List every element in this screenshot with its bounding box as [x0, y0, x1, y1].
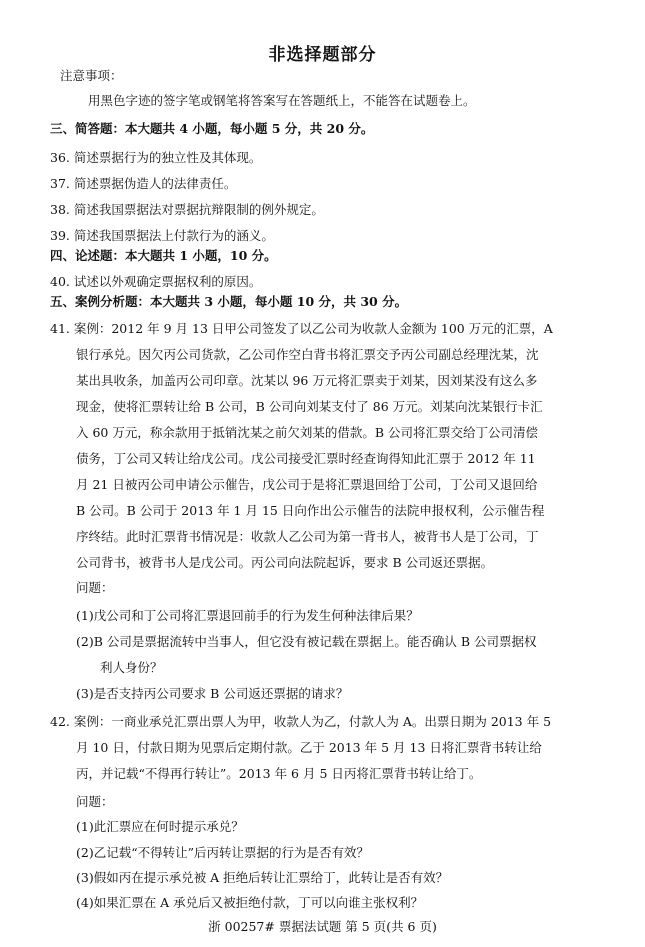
question-41-line: 银行承兑。因欠丙公司货款，乙公司作空白背书将汇票交予丙公司副总经理沈某，沈: [76, 347, 539, 362]
question-38: 38. 简述我国票据法对票据抗辩限制的例外规定。: [50, 202, 324, 217]
question-41-line: 入 60 万元，称余款用于抵销沈某之前欠刘某的借款。B 公司将汇票交给丁公司清偿: [76, 425, 539, 440]
question-41-line: 某出具收条，加盖丙公司印章。沈某以 96 万元将汇票卖于刘某，因刘某没有这么多: [76, 373, 538, 388]
question-42-sub-1: (1)此汇票应在何时提示承兑？: [76, 819, 244, 834]
question-42-sub-2: (2)乙记载“不得转让”后丙转让票据的行为是否有效？: [76, 845, 369, 860]
question-41-line: 公司背书，被背书人是戊公司。丙公司向法院起诉，要求 B 公司返还票据。: [76, 555, 494, 570]
question-42-sub-3: (3)假如丙在提示承兑被 A 拒绝后转让汇票给丁，此转让是否有效？: [76, 870, 449, 885]
question-41-line: 现金，使将汇票转让给 B 公司，B 公司向刘某支付了 86 万元。刘某向沈某银行卡汇: [76, 399, 543, 414]
question-41-label: 问题：: [76, 580, 114, 595]
section-5-heading: 五、案例分析题：本大题共 3 小题，每小题 10 分，共 30 分。: [50, 294, 408, 309]
page-title: 非选择题部分: [268, 45, 377, 65]
question-42-label: 问题：: [76, 794, 114, 809]
question-41-line: B 公司。B 公司于 2013 年 1 月 15 日向作出公示催告的法院申报权利，公示催告程: [76, 503, 545, 518]
question-41-sub-3: (3)是否支持丙公司要求 B 公司返还票据的请求？: [76, 686, 349, 701]
page-footer: 浙 00257# 票据法试题 第 5 页(共 6 页): [208, 919, 437, 934]
question-42-line: 丙，并记载“不得再行转让”。2013 年 6 月 5 日丙将汇票背书转让给丁。: [76, 766, 482, 781]
question-42-sub-4: (4)如果汇票在 A 承兑后又被拒绝付款，丁可以向谁主张权利？: [76, 895, 424, 910]
question-41-line: 41. 案例：2012 年 9 月 13 日甲公司签发了以乙公司为收款人金额为 100 万元的汇票，A: [50, 321, 553, 336]
question-39: 39. 简述我国票据法上付款行为的涵义。: [50, 228, 274, 243]
question-36: 36. 简述票据行为的独立性及其体现。: [50, 150, 262, 165]
notice-heading: 注意事项：: [60, 68, 123, 83]
question-41-line: 序终结。此时汇票背书情况是：收款人乙公司为第一背书人，被背书人是丁公司，丁: [76, 529, 539, 544]
section-3-heading: 三、简答题：本大题共 4 小题，每小题 5 分，共 20 分。: [50, 121, 374, 136]
question-41-sub-2: (2)B 公司是票据流转中当事人，但它没有被记载在票据上。能否确认 B 公司票据权: [76, 634, 537, 649]
section-4-heading: 四、论述题：本大题共 1 小题，10 分。: [50, 248, 277, 263]
question-42-line: 42. 案例：一商业承兑汇票出票人为甲，收款人为乙，付款人为 A。出票日期为 2013 年 5: [50, 714, 552, 729]
question-37: 37. 简述票据伪造人的法律责任。: [50, 176, 237, 191]
question-42-line: 月 10 日，付款日期为见票后定期付款。乙于 2013 年 5 月 13 日将汇票背书转让给: [76, 740, 542, 755]
question-41-line: 债务，丁公司又转让给戊公司。戊公司接受汇票时经查询得知此汇票于 2012 年 11: [76, 451, 536, 466]
notice-body: 用黑色字迹的签字笔或钢笔将答案写在答题纸上，不能答在试题卷上。: [88, 93, 476, 108]
question-41-sub-2-cont: 利人身份？: [100, 660, 163, 675]
question-41-sub-1: (1)戊公司和丁公司将汇票退回前手的行为发生何种法律后果？: [76, 608, 419, 623]
question-41-line: 月 21 日被丙公司申请公示催告，戊公司于是将汇票退回给丁公司，丁公司又退回给: [76, 477, 538, 492]
question-40: 40. 试述以外观确定票据权利的原因。: [50, 274, 262, 289]
